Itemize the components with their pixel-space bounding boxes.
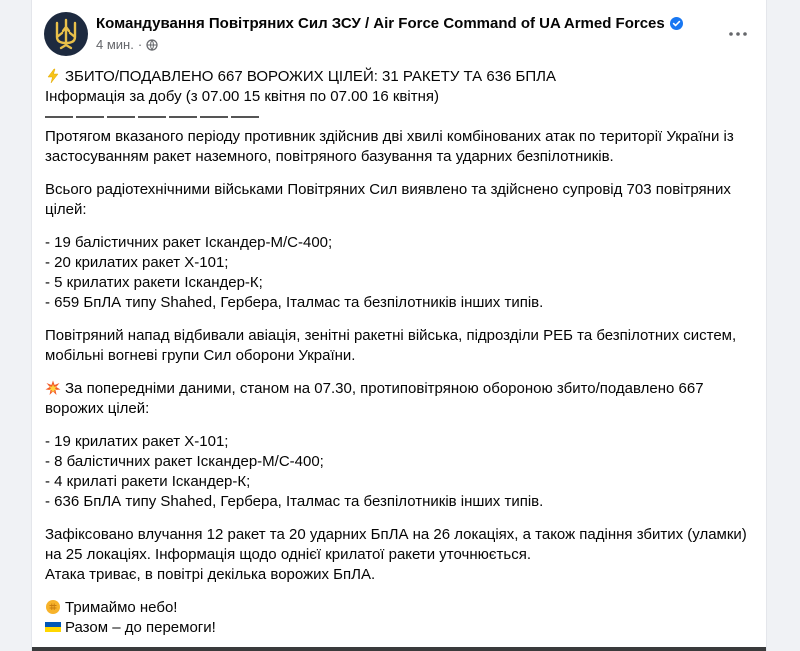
bottom-border [32,647,766,651]
headline-line [45,67,752,87]
divider-line [45,107,752,127]
post-timestamp[interactable]: 4 мин. [96,37,134,52]
more-options-icon[interactable] [722,18,754,50]
page-name-link[interactable] [96,15,683,32]
author-name[interactable]: Командування Повітряних Сил ЗСУ / Air Force Command of UA Armed Forces [96,15,665,32]
detected-targets-list [45,233,752,313]
list-item: - 4 крилаті ракети Іскандер-К; [45,473,251,490]
meta-separator: · [137,37,143,52]
post-content [45,67,752,651]
globe-icon[interactable] [146,39,158,51]
collision-emoji [45,380,61,396]
list-item: - 5 крилатих ракети Іскандер-К; [45,274,263,291]
list-item: - 19 крилатих ракет Х-101; [45,433,229,450]
post-header [44,12,754,56]
list-item: - 659 БпЛА типу Shahed, Гербера, Італмас та безпілотників інших типів. [45,294,544,311]
paragraph-2: Всього радіотехнічними військами Повітряних Сил виявлено та здійснено супровід 703 повітряних цілей: [45,181,731,218]
paragraph-5-line-1: Зафіксовано влучання 12 ракет та 20 ударних БпЛА на 26 локаціях, а також падіння збитих (уламки) на 25 локаціях. Інформація щодо однієї крилатої ракети уточнюється. [45,526,747,563]
closing-line-1 [45,598,752,618]
list-item: - 8 балістичних ракет Іскандер-М/С-400; [45,453,324,470]
raised-fist-emoji [45,599,61,615]
destroyed-targets-list [45,432,752,512]
paragraph-1: Протягом вказаного періоду противник здійснив дві хвилі комбінованих атак по території України із застосуванням ракет наземного, повітряного базування та ударних безпілотників. [45,128,734,165]
verified-badge-icon [670,17,683,30]
paragraph-5 [45,525,752,585]
page-avatar[interactable] [44,12,88,56]
closing-block [45,598,752,638]
facebook-post [31,0,767,651]
closing-text-2: Разом – до перемоги! [65,619,216,636]
post-headline: ЗБИТО/ПОДАВЛЕНО 667 ВОРОЖИХ ЦІЛЕЙ: 31 РАКЕТУ ТА 636 БПЛА [65,68,557,85]
high-voltage-emoji [45,68,61,84]
list-item: - 636 БпЛА типу Shahed, Гербера, Італмас та безпілотників інших типів. [45,493,544,510]
post-meta [96,37,158,52]
paragraph-5-line-2: Атака триває, в повітрі декілька ворожих БпЛА. [45,566,376,583]
paragraph-4-block [45,379,752,419]
closing-line-2 [45,618,752,638]
list-item: - 20 крилатих ракет Х-101; [45,254,229,271]
trident-emblem-icon [51,17,81,51]
paragraph-3: Повітряний напад відбивали авіація, зенітні ракетні війська, підрозділи РЕБ та безпілотних систем, мобільні вогневі групи Сил оборони України. [45,327,737,364]
paragraph-4: За попередніми даними, станом на 07.30, протиповітряною обороною збито/подавлено 667 ворожих цілей: [45,380,704,417]
post-subheadline: Інформація за добу (з 07.00 15 квітня по 07.00 16 квітня) [45,88,439,105]
list-item: - 19 балістичних ракет Іскандер-М/С-400; [45,234,333,251]
closing-text-1: Тримаймо небо! [65,599,178,616]
ukraine-flag-emoji [45,619,61,635]
